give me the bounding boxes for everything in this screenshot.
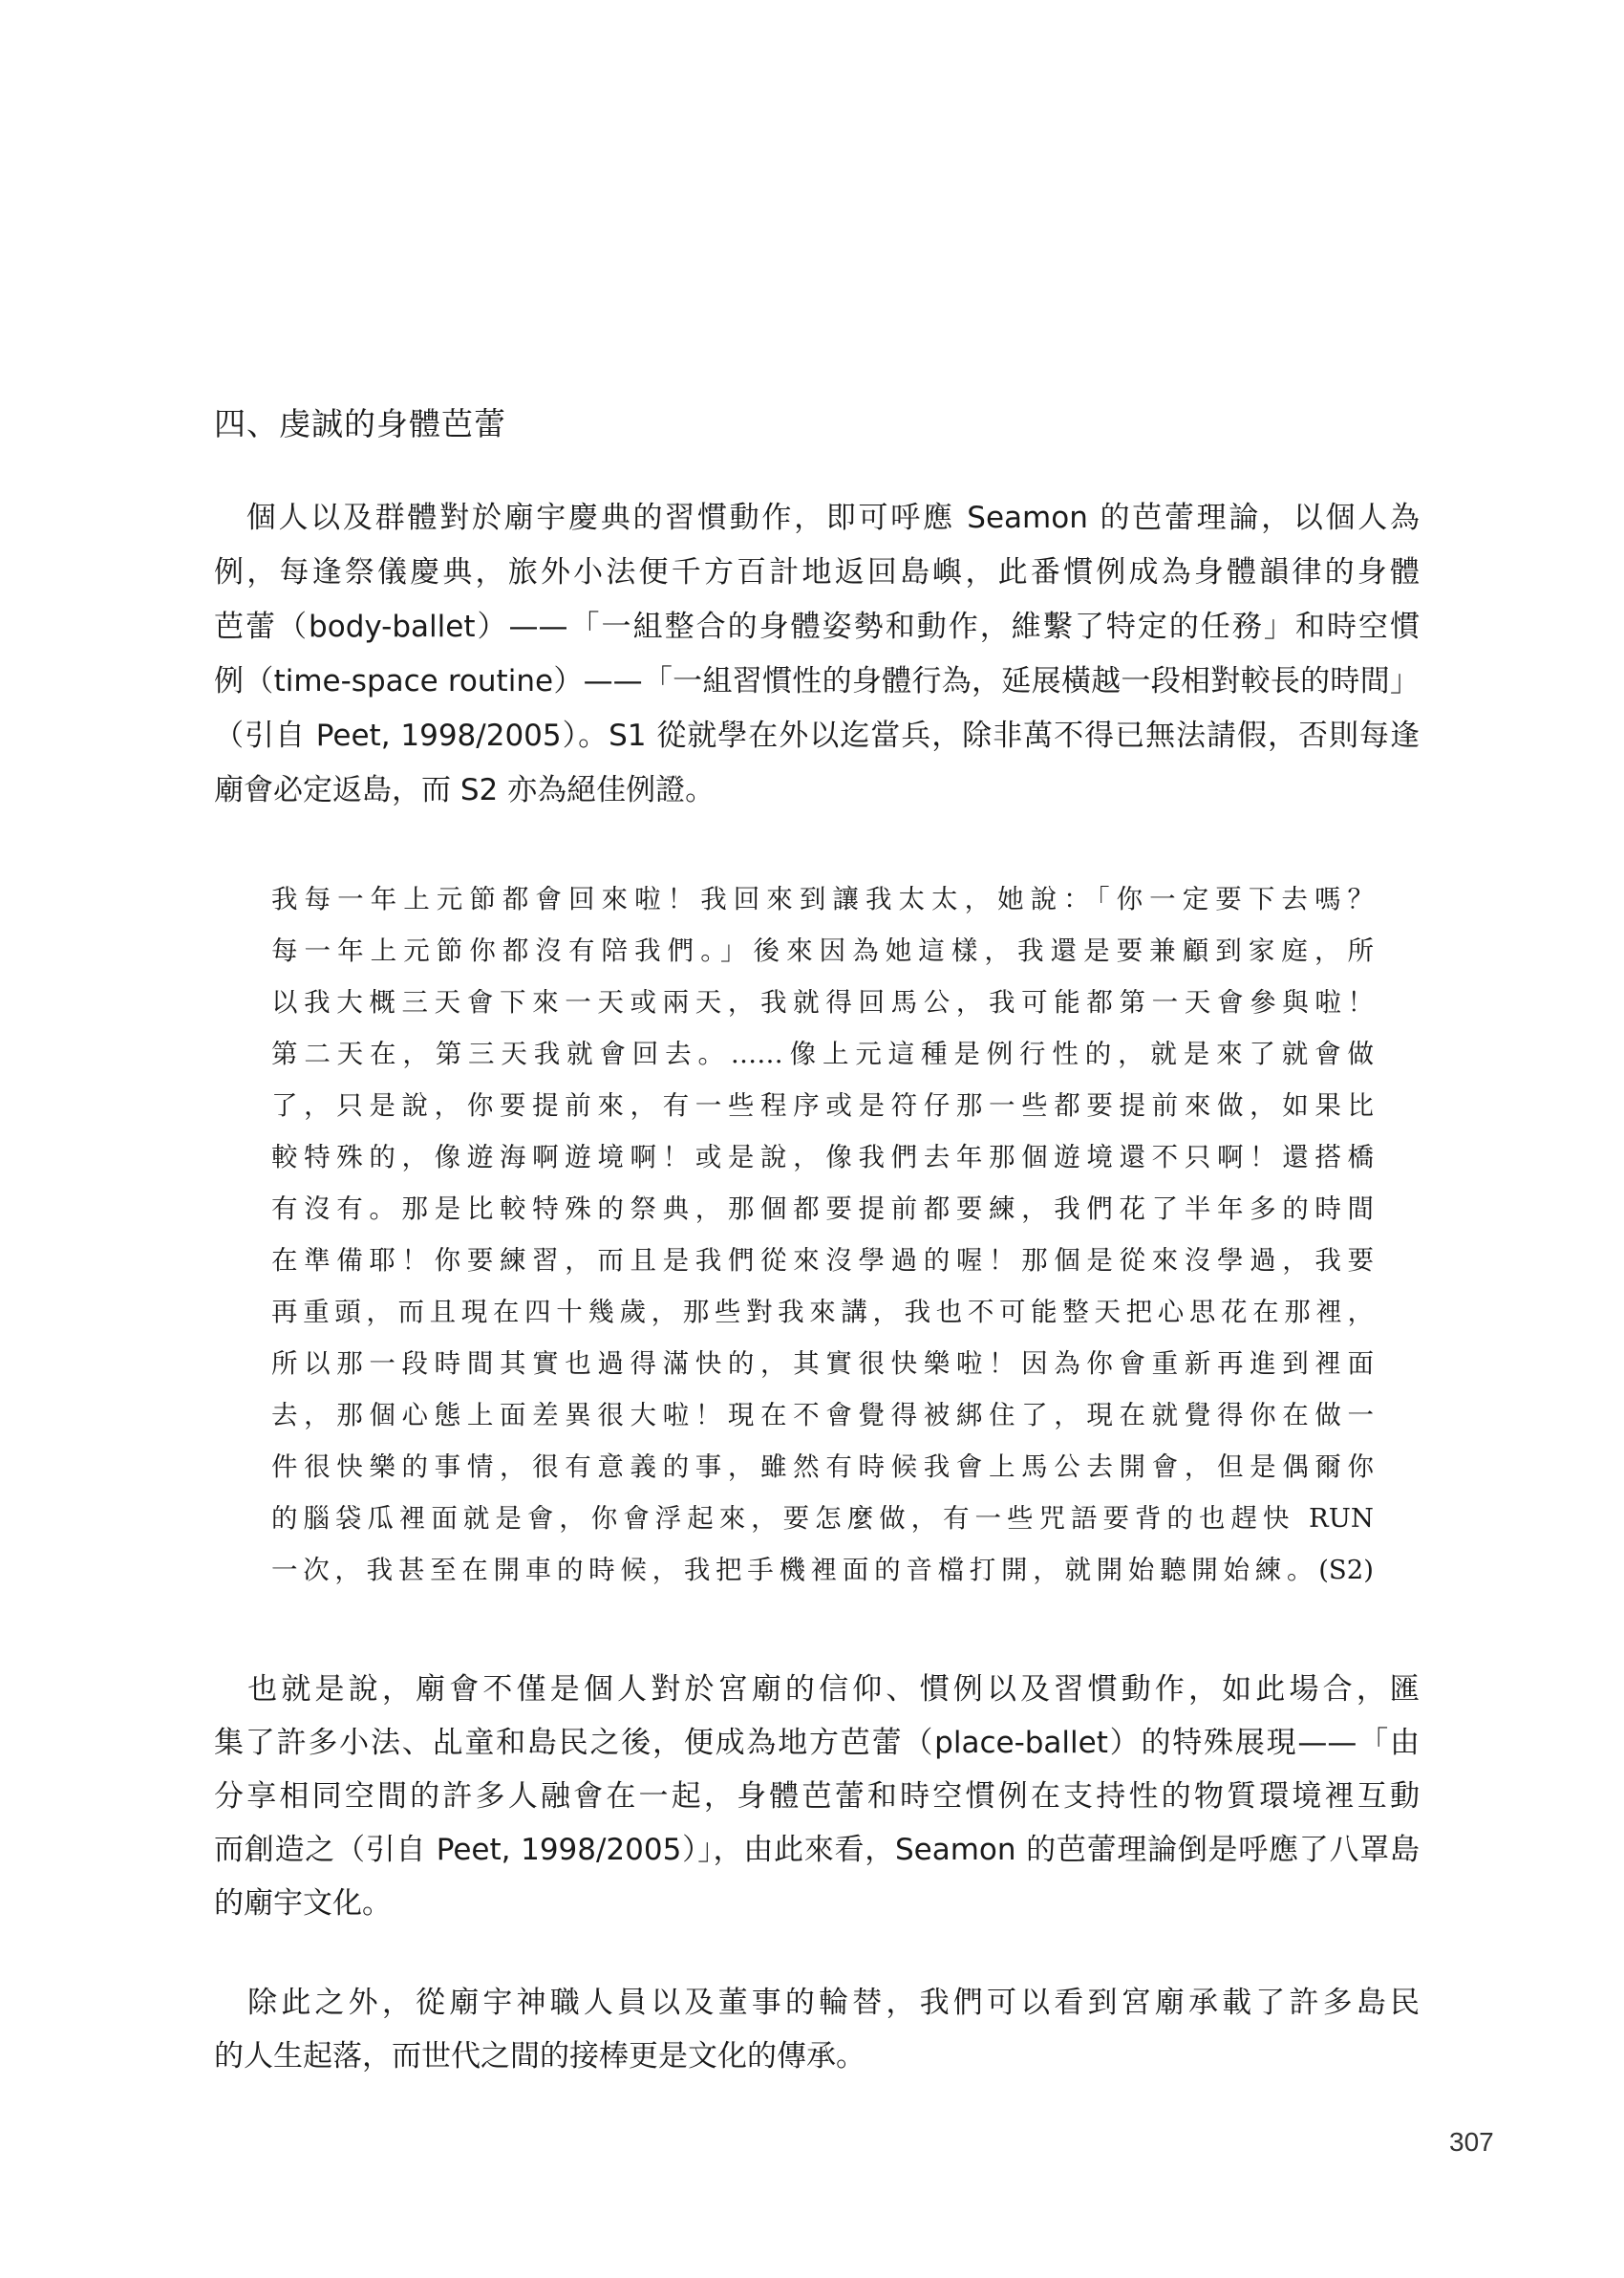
quote-line: 去，那個心態上面差異很大啦！現在不會覺得被綁住了，現在就覺得你在做一 bbox=[271, 1400, 1374, 1430]
paragraph-line: 除此之外，從廟宇神職人員以及董事的輪替，我們可以看到宮廟承載了許多島民 bbox=[214, 1986, 1420, 2020]
paragraph-line: 例（time-space routine）——「一組習慣性的身體行為，延展橫越一段相對較長的時間」 bbox=[214, 664, 1420, 698]
quote-line: 有沒有。那是比較特殊的祭典，那個都要提前都要練，我們花了半年多的時間 bbox=[271, 1193, 1374, 1224]
paragraph-line: 個人以及群體對於廟宇慶典的習慣動作，即可呼應 Seamon 的芭蕾理論，以個人為 bbox=[214, 501, 1420, 535]
paragraph-line: 而創造之（引自 Peet, 1998/2005）」，由此來看，Seamon 的芭蕾理論倒是呼應了八罩島 bbox=[214, 1833, 1420, 1867]
paragraph-line: 廟會必定返島，而 S2 亦為絕佳例證。 bbox=[214, 773, 716, 807]
quote-line: 所以那一段時間其實也過得滿快的，其實很快樂啦！因為你會重新再進到裡面 bbox=[271, 1348, 1374, 1379]
paragraph-line: 也就是說，廟會不僅是個人對於宮廟的信仰、慣例以及習慣動作，如此場合，匯 bbox=[214, 1672, 1420, 1707]
paragraph-line: 例，每逢祭儀慶典，旅外小法便千方百計地返回島嶼，此番慣例成為身體韻律的身體 bbox=[214, 555, 1420, 590]
quote-line: 再重頭，而且現在四十幾歲，那些對我來講，我也不可能整天把心思花在那裡， bbox=[271, 1297, 1374, 1327]
paragraph-line: 分享相同空間的許多人融會在一起，身體芭蕾和時空慣例在支持性的物質環境裡互動 bbox=[214, 1779, 1420, 1814]
quote-line: 每一年上元節你都沒有陪我們。」後來因為她這樣，我還是要兼顧到家庭，所 bbox=[271, 935, 1374, 966]
quote-line: 第二天在，第三天我就會回去。……像上元這種是例行性的，就是來了就會做 bbox=[271, 1039, 1374, 1069]
quote-line: 較特殊的，像遊海啊遊境啊！或是說，像我們去年那個遊境還不只啊！還搭橋 bbox=[271, 1142, 1374, 1172]
page-number: 307 bbox=[1449, 2127, 1494, 2157]
quote-line: 以我大概三天會下來一天或兩天，我就得回馬公，我可能都第一天會參與啦！ bbox=[271, 987, 1374, 1018]
quote-line: 在準備耶！你要練習，而且是我們從來沒學過的喔！那個是從來沒學過，我要 bbox=[271, 1245, 1374, 1276]
quote-line: 的腦袋瓜裡面就是會，你會浮起來，要怎麼做，有一些咒語要背的也趕快 RUN bbox=[271, 1503, 1374, 1534]
paragraph-line: 的廟宇文化。 bbox=[214, 1886, 392, 1921]
paragraph-line: 芭蕾（body-ballet）——「一組整合的身體姿勢和動作，維繫了特定的任務」和時空慣 bbox=[214, 610, 1420, 644]
paragraph-line: （引自 Peet, 1998/2005）。S1 從就學在外以迄當兵，除非萬不得已無法請假，否則每逢 bbox=[214, 719, 1420, 753]
quote-line: 我每一年上元節都會回來啦！我回來到讓我太太，她說：「你一定要下去嗎？ bbox=[271, 884, 1374, 914]
quote-line: 一次，我甚至在開車的時候，我把手機裡面的音檔打開，就開始聽開始練。(S2) bbox=[271, 1555, 1374, 1585]
quote-line: 了，只是說，你要提前來，有一些程序或是符仔那一些都要提前來做，如果比 bbox=[271, 1090, 1374, 1121]
paragraph-line: 集了許多小法、乩童和島民之後，便成為地方芭蕾（place-ballet）的特殊展現——「由 bbox=[214, 1726, 1420, 1760]
quote-line: 件很快樂的事情，很有意義的事，雖然有時候我會上馬公去開會，但是偶爾你 bbox=[271, 1451, 1374, 1482]
section-heading: 四、虔誠的身體芭蕾 bbox=[214, 405, 506, 442]
paragraph-line: 的人生起落，而世代之間的接棒更是文化的傳承。 bbox=[214, 2039, 865, 2074]
